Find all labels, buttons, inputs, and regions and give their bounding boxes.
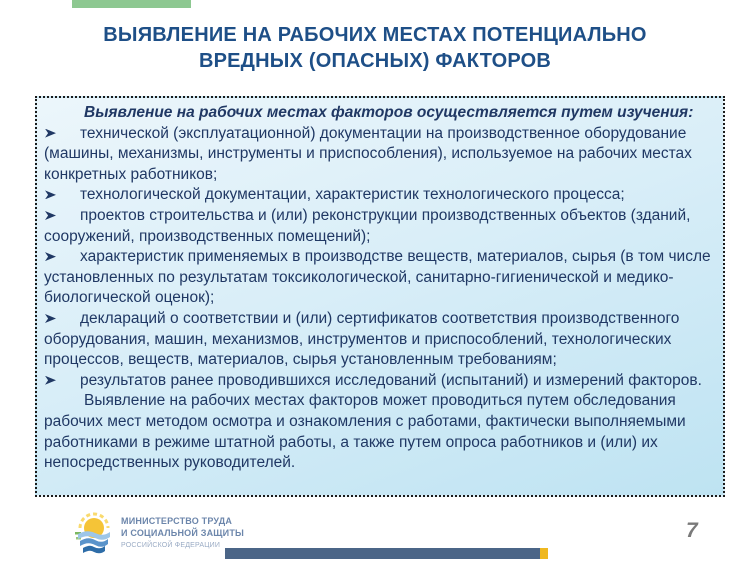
title-line-2: ВРЕДНЫХ (ОПАСНЫХ) ФАКТОРОВ [198, 50, 552, 72]
content-box [35, 96, 725, 497]
arrow-bullet-icon [45, 129, 56, 138]
arrow-bullet-icon [45, 190, 56, 199]
bullet-text: проектов строительства и (или) реконструкции производственных объектов (зданий, сооружений, производственных помещений); [44, 206, 691, 245]
bullet-item [44, 124, 713, 186]
ministry-line-3: РОССИЙСКОЙ ФЕДЕРАЦИИ [121, 542, 221, 549]
bullet-text: деклараций о соответствии и (или) сертификатов соответствия производственного оборудования, машин, механизмов, инструментов и приспособлений, технологических процессов, веществ, материалов, сырья установленным требованиям; [44, 309, 680, 369]
bullet-item [44, 185, 713, 206]
arrow-bullet-icon [45, 376, 56, 385]
ministry-line-1: МИНИСТЕРСТВО ТРУДА [121, 516, 233, 526]
bullet-indent [44, 124, 80, 145]
footer-accent-notch [540, 548, 548, 559]
page-number: 7 [686, 519, 698, 542]
footer-accent-bar [225, 548, 540, 559]
bullet-indent [44, 309, 80, 330]
arrow-bullet-icon [45, 211, 56, 220]
bullet-list [44, 124, 713, 392]
ministry-name [121, 516, 244, 550]
arrow-bullet-icon [45, 252, 56, 261]
bullet-indent [44, 206, 80, 227]
ministry-line-2: И СОЦИАЛЬНОЙ ЗАЩИТЫ [121, 527, 245, 538]
slide-title [0, 22, 750, 74]
bullet-text: технологической документации, характеристик технологического процесса; [80, 186, 625, 204]
bullet-item [44, 371, 713, 392]
arrow-bullet-icon [45, 314, 56, 323]
bullet-indent [44, 247, 80, 268]
bullet-text: технической (эксплуатационной) документации на производственное оборудование (машины, механизмы, инструменты и приспособления), используемое на рабочих местах конкретных работников; [44, 124, 692, 183]
bullet-indent [44, 371, 80, 392]
bullet-text: результатов ранее проводившихся исследований (испытаний) и измерений факторов. [80, 371, 702, 389]
top-accent-bar [72, 0, 191, 8]
intro-text: Выявление на рабочих местах факторов осуществляется путем изучения: [84, 104, 694, 121]
bullet-text: характеристик применяемых в производстве веществ, материалов, сырья (в том числе установленных по результатам токсикологической, санитарно-гигиенической и медико-биологической оценок); [44, 248, 711, 307]
ministry-logo [74, 511, 114, 558]
title-line-1: ВЫЯВЛЕНИЕ НА РАБОЧИХ МЕСТАХ ПОТЕНЦИАЛЬНО [103, 24, 647, 46]
closing-paragraph: Выявление на рабочих местах факторов может проводиться путем обследования рабочих мест методом осмотра и ознакомления с работами, фактически выполняемыми работниками в режиме штатной работы, а также путем опроса работников и (или) их непосредственных руководителей. [44, 392, 686, 472]
bullet-item [44, 309, 713, 371]
bullet-item [44, 247, 713, 309]
bullet-item [44, 206, 713, 247]
bullet-indent [44, 185, 80, 206]
